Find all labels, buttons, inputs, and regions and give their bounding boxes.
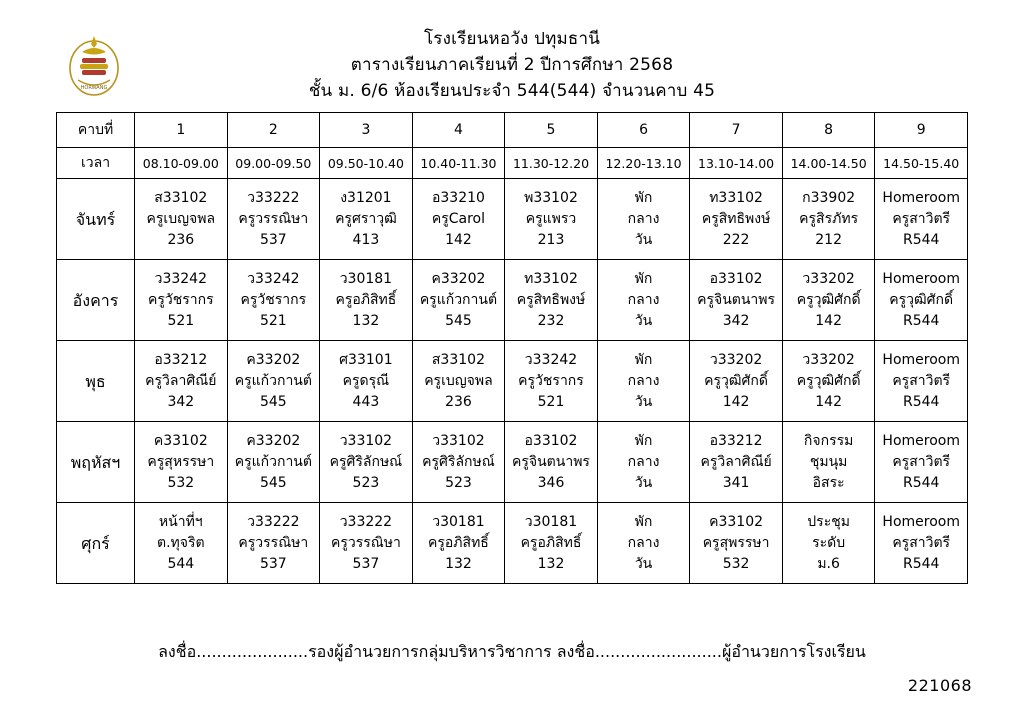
slot-line-teacher: ระดับ <box>812 534 846 551</box>
period-header-6: 6 <box>597 113 690 148</box>
slot-fri-6-break <box>597 503 690 584</box>
slot-thu-7 <box>690 422 783 503</box>
slot-line-code: Homeroom <box>882 189 960 206</box>
slot-line-code: ค33102 <box>709 513 764 530</box>
slot-line-teacher: ครูวัชรากร <box>240 291 307 308</box>
slot-line-teacher: ครูสาวิตรี <box>892 372 951 389</box>
slot-line-room: 523 <box>445 474 472 491</box>
slot-line-teacher: ครูวรรณิษา <box>330 534 401 551</box>
slot-wed-6-break <box>597 341 690 422</box>
slot-line-room: วัน <box>634 231 653 248</box>
slot-line-room: R544 <box>902 231 940 248</box>
slot-fri-4 <box>412 503 505 584</box>
period-header-8: 8 <box>782 113 875 148</box>
slot-line-code: ว33222 <box>247 189 300 206</box>
slot-thu-4 <box>412 422 505 503</box>
slot-line-teacher: ครูแก้วกานต์ <box>234 372 312 389</box>
slot-line-teacher: ครูCarol <box>431 210 486 227</box>
day-label-friday: ศุกร์ <box>57 503 135 584</box>
slot-tue-7 <box>690 260 783 341</box>
slot-mon-2 <box>227 179 320 260</box>
table-row <box>57 503 968 584</box>
slot-line-code: ค33102 <box>153 432 208 449</box>
slot-line-teacher: ครูวัชรากร <box>147 291 214 308</box>
slot-tue-6-break <box>597 260 690 341</box>
slot-line-room: 213 <box>537 231 565 248</box>
slot-line-teacher: ชุมนุม <box>809 453 848 470</box>
slot-line-teacher: ครูสุพรรษา <box>702 534 770 551</box>
slot-fri-9 <box>875 503 968 584</box>
slot-line-code: ว30181 <box>339 270 393 287</box>
slot-fri-1 <box>135 503 228 584</box>
slot-line-teacher: ครูสาวิตรี <box>892 453 951 470</box>
slot-mon-3 <box>320 179 413 260</box>
slot-line-code: ว33102 <box>432 432 485 449</box>
slot-line-code: ว33222 <box>247 513 300 530</box>
slot-line-teacher: ครูวรรณิษา <box>238 534 309 551</box>
slot-line-teacher: ครูวุฒิศักดิ์ <box>796 291 861 308</box>
period-header-label: คาบที่ <box>57 113 135 148</box>
slot-line-teacher: ครูวรรณิษา <box>238 210 309 227</box>
slot-line-room: 142 <box>445 231 472 248</box>
time-row-label: เวลา <box>57 148 135 179</box>
slot-line-teacher: ครูแก้วกานต์ <box>234 453 312 470</box>
slot-line-room: 142 <box>815 312 842 329</box>
slot-line-code: ท33102 <box>709 189 763 206</box>
slot-line-room: วัน <box>634 555 653 572</box>
slot-line-code: ค33202 <box>431 270 486 287</box>
slot-line-room: 413 <box>352 231 380 248</box>
day-label-monday: จันทร์ <box>57 179 135 260</box>
slot-line-room: 523 <box>352 474 380 491</box>
slot-line-room: 521 <box>259 312 287 329</box>
period-header-5: 5 <box>505 113 598 148</box>
slot-line-teacher: ครูสิทธิพงษ์ <box>516 291 586 308</box>
slot-line-room: 236 <box>167 231 195 248</box>
slot-line-room: 532 <box>722 555 750 572</box>
slot-line-code: ก33902 <box>802 189 856 206</box>
slot-line-code: Homeroom <box>882 432 960 449</box>
slot-line-room: 443 <box>352 393 380 410</box>
slot-mon-5 <box>505 179 598 260</box>
slot-line-code: ว33202 <box>802 270 855 287</box>
period-header-4: 4 <box>412 113 505 148</box>
slot-line-code: ส33102 <box>431 351 485 368</box>
header-row <box>57 113 968 148</box>
slot-line-room: 132 <box>352 312 380 329</box>
slot-line-code: อ33212 <box>154 351 208 368</box>
timetable-container <box>56 112 968 584</box>
slot-line-code: ว33202 <box>802 351 855 368</box>
day-label-wednesday: พุธ <box>57 341 135 422</box>
slot-tue-8 <box>782 260 875 341</box>
slot-line-teacher: ครูเบญจพล <box>146 210 216 227</box>
period-header-1: 1 <box>135 113 228 148</box>
slot-line-teacher: ครูจินตนาพร <box>697 291 776 308</box>
slot-line-room: 232 <box>537 312 565 329</box>
slot-line-room: 545 <box>259 393 287 410</box>
slot-thu-3 <box>320 422 413 503</box>
slot-line-room: 537 <box>352 555 380 572</box>
slot-line-room: 212 <box>815 231 842 248</box>
slot-line-code: อ33212 <box>709 432 763 449</box>
slot-mon-6-break <box>597 179 690 260</box>
slot-line-code: พัก <box>634 432 653 449</box>
table-row <box>57 179 968 260</box>
slot-line-teacher: ครูสาวิตรี <box>892 534 951 551</box>
slot-line-teacher: กลาง <box>627 453 660 470</box>
slot-mon-7 <box>690 179 783 260</box>
slot-thu-5 <box>505 422 598 503</box>
slot-line-teacher: ครูดรุณี <box>342 372 390 389</box>
document-header <box>0 0 1024 104</box>
time-cell-9: 14.50-15.40 <box>875 148 968 179</box>
slot-thu-1 <box>135 422 228 503</box>
slot-line-room: 346 <box>537 474 565 491</box>
slot-line-teacher: ครูวิลาศิณีย์ <box>700 453 772 470</box>
slot-tue-5 <box>505 260 598 341</box>
slot-line-code: ว33242 <box>524 351 578 368</box>
slot-line-teacher: กลาง <box>627 372 660 389</box>
slot-line-code: อ33102 <box>709 270 763 287</box>
slot-line-room: อิสระ <box>812 474 845 491</box>
slot-fri-8 <box>782 503 875 584</box>
slot-wed-9 <box>875 341 968 422</box>
slot-line-code: Homeroom <box>882 513 960 530</box>
slot-line-room: 236 <box>445 393 472 410</box>
slot-line-teacher: ครูอภิสิทธิ์ <box>520 534 582 551</box>
slot-tue-9 <box>875 260 968 341</box>
time-cell-8: 14.00-14.50 <box>782 148 875 179</box>
slot-line-room: 222 <box>722 231 750 248</box>
slot-line-code: ท33102 <box>524 270 578 287</box>
slot-mon-1 <box>135 179 228 260</box>
slot-line-code: พัก <box>634 513 653 530</box>
day-label-thursday: พฤหัสฯ <box>57 422 135 503</box>
slot-wed-8 <box>782 341 875 422</box>
slot-fri-5 <box>505 503 598 584</box>
slot-line-room: 521 <box>167 312 195 329</box>
slot-line-code: ศ33101 <box>339 351 393 368</box>
slot-tue-1 <box>135 260 228 341</box>
period-header-3: 3 <box>320 113 413 148</box>
period-header-7: 7 <box>690 113 783 148</box>
slot-line-teacher: กลาง <box>627 291 660 308</box>
slot-mon-9 <box>875 179 968 260</box>
slot-line-room: วัน <box>634 474 653 491</box>
slot-line-teacher: ครูวุฒิศักดิ์ <box>889 291 954 308</box>
slot-line-teacher: ครูศราวุฒิ <box>335 210 397 227</box>
school-crest-icon <box>66 28 122 98</box>
slot-line-teacher: กลาง <box>627 210 660 227</box>
slot-line-code: ค33202 <box>246 351 301 368</box>
time-cell-4: 10.40-11.30 <box>412 148 505 179</box>
slot-line-teacher: ครูจินตนาพร <box>512 453 590 470</box>
slot-line-room: 342 <box>722 312 750 329</box>
slot-line-code: ส33102 <box>154 189 208 206</box>
slot-line-teacher: ครูสุหรรษา <box>147 453 215 470</box>
slot-wed-3 <box>320 341 413 422</box>
slot-wed-7 <box>690 341 783 422</box>
timetable <box>56 112 968 584</box>
slot-line-room: 537 <box>259 231 287 248</box>
period-header-9: 9 <box>875 113 968 148</box>
slot-line-code: ว30181 <box>432 513 485 530</box>
slot-line-code: Homeroom <box>882 351 960 368</box>
slot-line-teacher: ครูแพรว <box>525 210 577 227</box>
slot-line-room: 532 <box>167 474 195 491</box>
slot-line-room: 521 <box>537 393 565 410</box>
slot-line-room: 545 <box>259 474 287 491</box>
slot-line-room: 341 <box>722 474 750 491</box>
time-row <box>57 148 968 179</box>
slot-line-teacher: ครูแก้วกานต์ <box>419 291 498 308</box>
slot-line-code: หน้าที่ฯ <box>158 513 203 530</box>
slot-line-code: ว33222 <box>339 513 393 530</box>
slot-tue-4 <box>412 260 505 341</box>
slot-line-teacher: ครูอภิสิทธิ์ <box>428 534 489 551</box>
term-line: ตารางเรียนภาคเรียนที่ 2 ปีการศึกษา 2568 <box>350 55 674 75</box>
slot-line-teacher: ครูวุฒิศักดิ์ <box>704 372 769 389</box>
time-cell-6: 12.20-13.10 <box>597 148 690 179</box>
slot-line-code: ง31201 <box>340 189 392 206</box>
document-code: 221068 <box>907 676 972 695</box>
slot-line-room: 545 <box>445 312 472 329</box>
slot-line-code: กิจกรรม <box>803 432 854 449</box>
slot-mon-4 <box>412 179 505 260</box>
time-cell-7: 13.10-14.00 <box>690 148 783 179</box>
slot-line-code: อ33102 <box>524 432 578 449</box>
signature-line: ลงชื่อ......................รองผู้อำนวยการกลุ่มบริหารวิชาการ ลงชื่อ.........................ผู้อำนวยการโรงเรียน <box>158 642 866 661</box>
slot-wed-4 <box>412 341 505 422</box>
svg-text:HORWANG: HORWANG <box>80 85 108 91</box>
slot-line-code: ว33242 <box>154 270 207 287</box>
day-label-tuesday: อังคาร <box>57 260 135 341</box>
table-row <box>57 341 968 422</box>
time-cell-1: 08.10-09.00 <box>135 148 228 179</box>
slot-line-teacher: ครูเบญจพล <box>424 372 493 389</box>
slot-line-code: พัก <box>634 351 653 368</box>
slot-line-teacher: ครูสาวิตรี <box>892 210 951 227</box>
slot-fri-3 <box>320 503 413 584</box>
slot-line-code: พัก <box>634 270 653 287</box>
class-line: ชั้น ม. 6/6 ห้องเรียนประจำ 544(544) จำนวนคาบ 45 <box>308 81 716 101</box>
slot-line-room: R544 <box>902 312 940 329</box>
slot-thu-6-break <box>597 422 690 503</box>
period-header-2: 2 <box>227 113 320 148</box>
slot-line-code: พัก <box>634 189 653 206</box>
slot-line-teacher: ครูวิลาศิณีย์ <box>145 372 217 389</box>
time-cell-2: 09.00-09.50 <box>227 148 320 179</box>
slot-line-code: ประชุม <box>807 513 850 530</box>
slot-line-code: ว33202 <box>709 351 763 368</box>
slot-tue-3 <box>320 260 413 341</box>
slot-wed-1 <box>135 341 228 422</box>
slot-line-room: 142 <box>815 393 842 410</box>
slot-line-room: R544 <box>902 393 940 410</box>
slot-line-code: ว33102 <box>339 432 393 449</box>
slot-wed-2 <box>227 341 320 422</box>
slot-tue-2 <box>227 260 320 341</box>
slot-line-room: 537 <box>259 555 287 572</box>
slot-line-teacher: ครูวุฒิศักดิ์ <box>796 372 861 389</box>
slot-line-room: วัน <box>634 312 653 329</box>
slot-wed-5 <box>505 341 598 422</box>
slot-line-room: 544 <box>167 555 195 572</box>
time-cell-3: 09.50-10.40 <box>320 148 413 179</box>
slot-line-teacher: ครูอภิสิทธิ์ <box>335 291 397 308</box>
slot-line-room: 342 <box>167 393 195 410</box>
slot-line-teacher: กลาง <box>627 534 660 551</box>
slot-line-code: อ33210 <box>431 189 485 206</box>
slot-line-teacher: ครูสิรภัทร <box>799 210 859 227</box>
slot-line-code: ว30181 <box>524 513 578 530</box>
slot-line-room: 132 <box>445 555 472 572</box>
table-row <box>57 260 968 341</box>
slot-line-teacher: ต.ทุจริต <box>157 534 205 551</box>
slot-thu-2 <box>227 422 320 503</box>
slot-line-room: วัน <box>634 393 653 410</box>
slot-mon-8 <box>782 179 875 260</box>
slot-line-teacher: ครูศิริลักษณ์ <box>329 453 403 470</box>
slot-line-code: Homeroom <box>882 270 960 287</box>
slot-line-room: 132 <box>537 555 565 572</box>
slot-line-code: ค33202 <box>246 432 301 449</box>
slot-line-teacher: ครูวัชรากร <box>518 372 584 389</box>
slot-line-code: พ33102 <box>524 189 578 206</box>
school-name: โรงเรียนหอวัง ปทุมธานี <box>423 29 601 49</box>
slot-line-room: 142 <box>722 393 750 410</box>
slot-line-room: R544 <box>902 555 940 572</box>
table-row <box>57 422 968 503</box>
slot-line-teacher: ครูศิริลักษณ์ <box>422 453 495 470</box>
slot-fri-2 <box>227 503 320 584</box>
slot-line-room: ม.6 <box>817 555 840 572</box>
slot-line-code: ว33242 <box>247 270 300 287</box>
slot-thu-8 <box>782 422 875 503</box>
slot-thu-9 <box>875 422 968 503</box>
slot-fri-7 <box>690 503 783 584</box>
slot-line-teacher: ครูสิทธิพงษ์ <box>701 210 771 227</box>
time-cell-5: 11.30-12.20 <box>505 148 598 179</box>
slot-line-room: R544 <box>902 474 940 491</box>
